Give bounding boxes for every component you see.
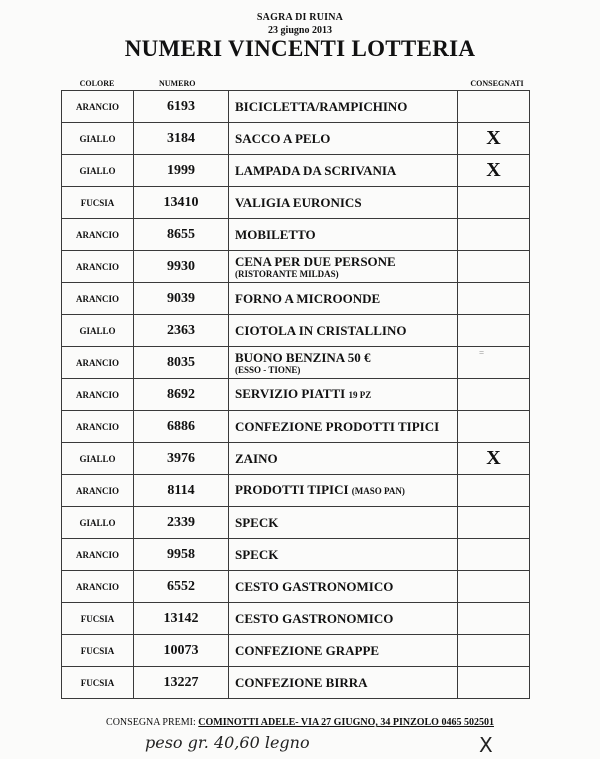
cell-premio <box>229 315 458 347</box>
cell-consegnato <box>458 379 530 411</box>
cell-numero: 3976 <box>134 443 229 475</box>
table-row <box>62 91 530 123</box>
cell-premio <box>229 571 458 603</box>
cell-colore: FUCSIA <box>62 667 134 699</box>
prize-name: CIOTOLA IN CRISTALLINO <box>235 322 407 338</box>
cell-consegnato <box>458 91 530 123</box>
cell-premio <box>229 411 458 443</box>
cell-premio <box>229 507 458 539</box>
prize-name: CONFEZIONE GRAPPE <box>235 642 380 658</box>
cell-colore: ARANCIO <box>62 347 134 379</box>
prize-name: LAMPADA DA SCRIVANIA <box>235 162 397 178</box>
footer-address: COMINOTTI ADELE- VIA 27 GIUGNO, 34 PINZOLO 0465 502501 <box>198 717 494 728</box>
table-row <box>62 283 530 315</box>
cell-numero: 6552 <box>134 571 229 603</box>
cell-premio <box>229 251 458 283</box>
prize-name: SERVIZIO PIATTI <box>235 386 346 401</box>
cell-numero: 8655 <box>134 219 229 251</box>
cell-consegnato <box>458 219 530 251</box>
cell-consegnato <box>458 539 530 571</box>
prize-name: CESTO GASTRONOMICO <box>235 610 394 626</box>
cell-numero: 6886 <box>134 411 229 443</box>
cell-premio <box>229 379 458 411</box>
cell-consegnato <box>458 283 530 315</box>
table-row <box>62 251 530 283</box>
cell-colore: GIALLO <box>62 507 134 539</box>
cell-colore: ARANCIO <box>62 283 134 315</box>
table-row <box>62 123 530 155</box>
cell-colore: GIALLO <box>62 155 134 187</box>
cell-consegnato <box>458 667 530 699</box>
cell-consegnato <box>458 507 530 539</box>
cell-consegnato <box>458 571 530 603</box>
cell-premio <box>229 667 458 699</box>
prize-name: PRODOTTI TIPICI <box>235 482 349 497</box>
cell-numero: 8692 <box>134 379 229 411</box>
cell-premio <box>229 475 458 507</box>
cell-numero: 6193 <box>134 91 229 123</box>
cell-consegnato <box>458 635 530 667</box>
cell-numero: 2339 <box>134 507 229 539</box>
prize-note: (ESSO - TIONE) <box>235 364 301 375</box>
cell-numero: 13142 <box>134 603 229 635</box>
cell-colore: FUCSIA <box>62 187 134 219</box>
cell-colore: ARANCIO <box>62 411 134 443</box>
cell-numero: 9958 <box>134 539 229 571</box>
cell-consegnato: X <box>458 123 530 155</box>
cell-consegnato: X <box>458 155 530 187</box>
cell-colore: ARANCIO <box>62 251 134 283</box>
cell-consegnato <box>458 187 530 219</box>
handwritten-mark: X <box>479 733 493 757</box>
cell-premio <box>229 347 458 379</box>
prize-name: ZAINO <box>235 450 278 466</box>
page-title: NUMERI VINCENTI LOTTERIA <box>124 36 476 61</box>
cell-numero: 8114 <box>134 475 229 507</box>
cell-consegnato: X <box>458 443 530 475</box>
cell-premio <box>229 155 458 187</box>
cell-numero: 3184 <box>134 123 229 155</box>
cell-numero: 10073 <box>134 635 229 667</box>
cell-numero: 9039 <box>134 283 229 315</box>
prize-name: CONFEZIONE BIRRA <box>235 674 368 690</box>
cell-colore: GIALLO <box>62 443 134 475</box>
table-row <box>62 635 530 667</box>
column-header-consegnati: CONSEGNATI <box>470 79 524 88</box>
cell-numero: 13410 <box>134 187 229 219</box>
table-row <box>62 475 530 507</box>
table-row <box>62 155 530 187</box>
cell-colore: GIALLO <box>62 315 134 347</box>
cell-consegnato <box>458 251 530 283</box>
prize-name: MOBILETTO <box>235 226 316 242</box>
table-row <box>62 667 530 699</box>
cell-colore: FUCSIA <box>62 635 134 667</box>
prize-name: CESTO GASTRONOMICO <box>235 578 394 594</box>
table-row <box>62 347 530 379</box>
prize-name: CONFEZIONE PRODOTTI TIPICI <box>235 418 440 434</box>
column-header-colore: COLORE <box>79 79 115 88</box>
cell-consegnato <box>458 475 530 507</box>
cell-colore: ARANCIO <box>62 91 134 123</box>
table-row <box>62 539 530 571</box>
table-row <box>62 443 530 475</box>
cell-premio <box>229 443 458 475</box>
table-row <box>62 315 530 347</box>
cell-premio <box>229 187 458 219</box>
prize-name: CENA PER DUE PERSONE <box>235 253 396 269</box>
cell-colore: GIALLO <box>62 123 134 155</box>
prize-table <box>61 90 530 699</box>
cell-consegnato <box>458 347 530 379</box>
cell-colore: ARANCIO <box>62 379 134 411</box>
cell-premio <box>229 283 458 315</box>
handwritten-note: peso gr. 40,60 legno <box>145 733 310 752</box>
prize-note: (RISTORANTE MILDAS) <box>235 268 339 279</box>
footer <box>0 717 600 728</box>
cell-premio <box>229 123 458 155</box>
prize-name: BICICLETTA/RAMPICHINO <box>235 98 408 114</box>
event-date: 23 giugno 2013 <box>268 25 332 36</box>
cell-premio <box>229 635 458 667</box>
cell-numero: 1999 <box>134 155 229 187</box>
prize-name: SACCO A PELO <box>235 130 331 146</box>
cell-consegnato <box>458 315 530 347</box>
column-header-numero: NUMERO <box>159 79 196 88</box>
cell-colore: ARANCIO <box>62 539 134 571</box>
table-row <box>62 571 530 603</box>
cell-numero: 9930 <box>134 251 229 283</box>
scan-mark: = <box>479 348 485 358</box>
table-row <box>62 603 530 635</box>
footer-label: CONSEGNA PREMI: <box>106 717 199 728</box>
prize-inline-note: (MASO PAN) <box>351 486 405 496</box>
table-row <box>62 507 530 539</box>
table-row <box>62 187 530 219</box>
cell-colore: ARANCIO <box>62 219 134 251</box>
cell-numero: 13227 <box>134 667 229 699</box>
cell-premio <box>229 539 458 571</box>
cell-premio <box>229 603 458 635</box>
cell-consegnato <box>458 411 530 443</box>
table-row <box>62 411 530 443</box>
cell-consegnato <box>458 603 530 635</box>
cell-colore: ARANCIO <box>62 571 134 603</box>
event-name: SAGRA DI RUINA <box>256 12 344 23</box>
prize-name: VALIGIA EURONICS <box>235 194 362 210</box>
cell-numero: 8035 <box>134 347 229 379</box>
prize-name: BUONO BENZINA 50 € <box>235 349 371 365</box>
prize-name: FORNO A MICROONDE <box>235 290 381 306</box>
cell-numero: 2363 <box>134 315 229 347</box>
prize-inline-note: 19 PZ <box>348 390 372 400</box>
cell-colore: ARANCIO <box>62 475 134 507</box>
cell-premio <box>229 219 458 251</box>
cell-premio <box>229 91 458 123</box>
prize-name: SPECK <box>235 546 279 562</box>
table-row <box>62 379 530 411</box>
cell-colore: FUCSIA <box>62 603 134 635</box>
table-row <box>62 219 530 251</box>
prize-name: SPECK <box>235 514 279 530</box>
